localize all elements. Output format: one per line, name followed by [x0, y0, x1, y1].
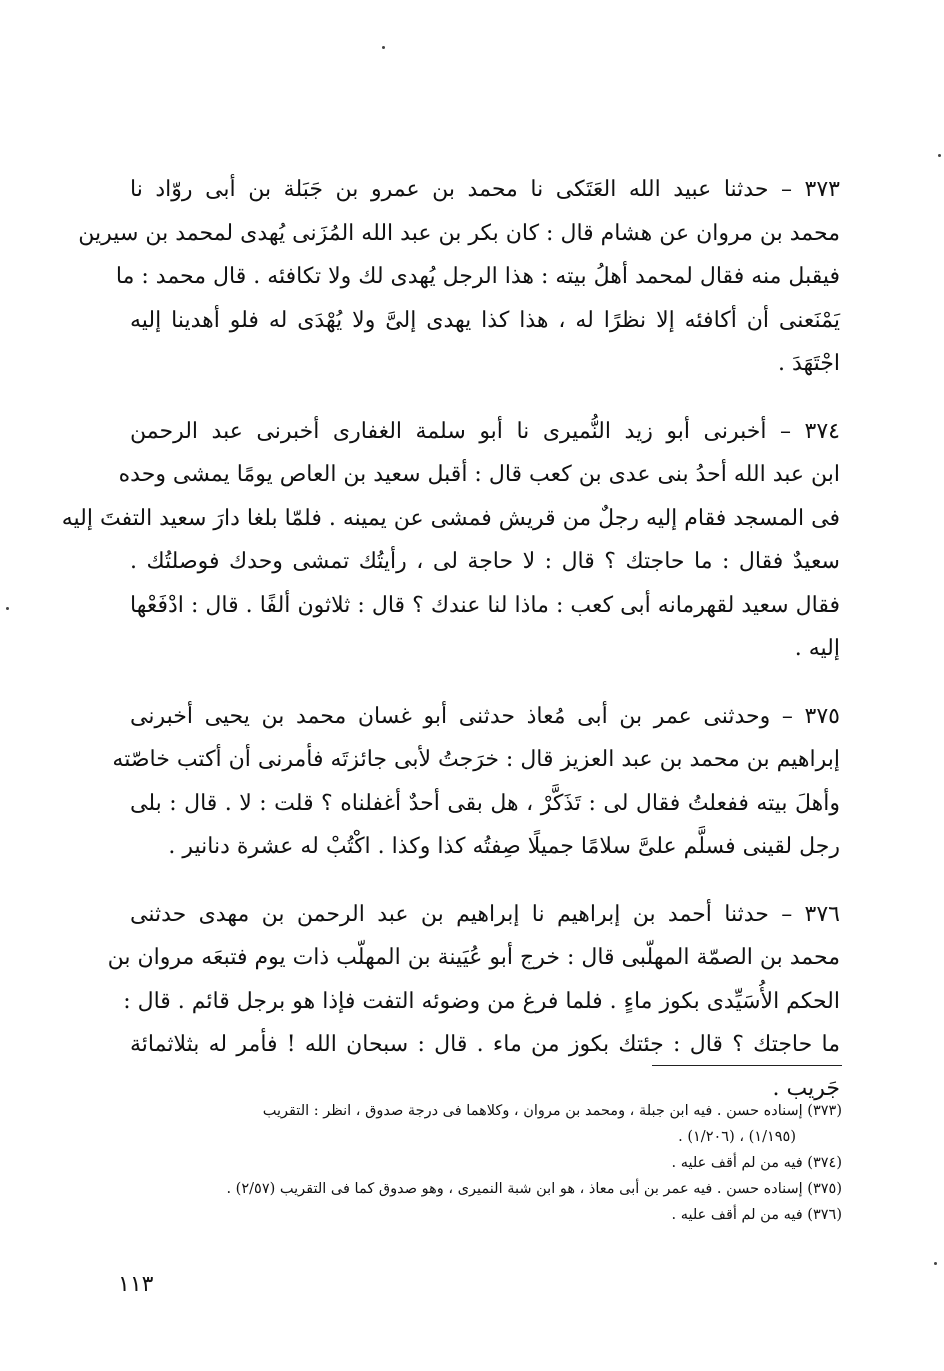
main-text [61, 168, 840, 1110]
footnotes [130, 1098, 842, 1228]
text-line: فيقبل منه فقال لمحمد أهلُ بيته : هذا الرجل يُهدى لك ولا تكافئه . قال محمد : ما [115, 264, 840, 289]
scan-speck [382, 46, 385, 49]
footnote-separator [652, 1065, 842, 1066]
footnote-373: (٣٧٣) إسناده حسن . فيه ابن جبلة ، ومحمد بن مروان ، وكلاهما فى درجة صدوق ، انظر : التقريب [262, 1103, 842, 1119]
text-line: جَريب . [772, 1075, 840, 1101]
text-line: محمد بن الصمّة المهلّبى قال : خرج أبو عُيَينة بن المهلّب ذات يوم فتبعَه مروان بن [107, 945, 840, 970]
paragraph-375 [112, 695, 840, 869]
text-line: وأهلَ بيته ففعلتُ فقال لى : تَذَكَّرْ ، هل بقى أحدٌ أغفلناه ؟ قلت : لا . قال : بلى [130, 790, 840, 816]
text-line: فقال سعيد لقهرمانه أبى كعب : ماذا لنا عندك ؟ قال : ثلاثون ألفًا . قال : ادْفَعْها [130, 592, 840, 618]
text-line: ٣٧٦ – حدثنا أحمد بن إبراهيم نا إبراهيم بن عبد الرحمن بن مهدى حدثنى [130, 901, 840, 927]
footnote-374: (٣٧٤) فيه من لم أقف عليه . [671, 1155, 842, 1171]
footnote-375: (٣٧٥) إسناده حسن . فيه عمر بن أبى معاذ ، هو ابن شبة النميرى ، وهو صدوق كما فى التقريب (٢/٥٧) . [226, 1181, 842, 1197]
page-number: ١١٣ [118, 1272, 154, 1297]
text-line: ٣٧٣ – حدثنا عبيد الله العَتَكى نا محمد بن عمرو بن جَبَلة بن أبى روّاد نا [130, 177, 840, 202]
text-line: ما حاجتك ؟ قال : جئتك بكوز من ماء . قال : سبحان الله ! فأمر له بثلاثمائة [130, 1032, 840, 1057]
text-line: اجْتَهَدَ . [777, 351, 840, 376]
scan-speck [938, 154, 941, 157]
text-line: ابن عبد الله أحدُ بنى عدى بن كعب قال : أقبل سعيد بن العاص يومًا يمشى وحده [118, 462, 840, 487]
footnote-373-continued: (١/١٩٥) ، (١/٢٠٦) . [678, 1129, 796, 1145]
paragraph-374 [61, 410, 840, 671]
paragraph-373 [78, 168, 840, 386]
text-line: سعيدٌ فقال : ما حاجتك ؟ قال : لا حاجة لى ، رأيتُك تمشى وحدك فوصلتُك . [130, 549, 840, 574]
footnote-376: (٣٧٦) فيه من لم أقف عليه . [671, 1207, 842, 1223]
text-line: إبراهيم بن محمد بن عبد العزيز قال : خرَجتُ لأبى جائزتَه فأمرنى أن أكتب خاصّته [112, 747, 840, 772]
text-line: رجل لقينى فسلَّم علىَّ سلامًا جميلًا صِفتُه كذا وكذا . اكْتُبْ له عشرة دنانير . [168, 834, 840, 859]
text-line: محمد بن مروان عن هشام قال : كان بكر بن عبد الله المُزَنى يُهدى لمحمد بن سيرين [78, 220, 840, 246]
text-line: فى المسجد فقام إليه رجلٌ من قريش فمشى عن يمينه . فلمّا بلغا دارَ سعيد التفتَ إليه [61, 505, 840, 531]
text-line: ٣٧٥ – وحدثنى عمر بن أبى مُعاذ حدثنى أبو غسان محمد بن يحيى أخبرنى [130, 703, 840, 729]
paragraph-376 [107, 893, 840, 1111]
scan-speck [6, 607, 9, 610]
scan-speck [934, 1262, 937, 1265]
text-line: الحكم الأُسَيِّدى بكوز ماءٍ . فلما فرغ من وضوئه التفت فإذا هو برجل قائم . قال : [123, 988, 840, 1014]
text-line: إليه . [794, 636, 840, 661]
text-line: ٣٧٤ – أخبرنى أبو زيد النُّميرى نا أبو سلمة الغفارى أخبرنى عبد الرحمن [130, 418, 840, 444]
text-line: يَمْنَعنى أن أكافئه إلا نظرًا له ، هذا كذا يهدى إلىَّ ولا يُهْدَى له فلو أهدينا إليه [130, 307, 840, 333]
